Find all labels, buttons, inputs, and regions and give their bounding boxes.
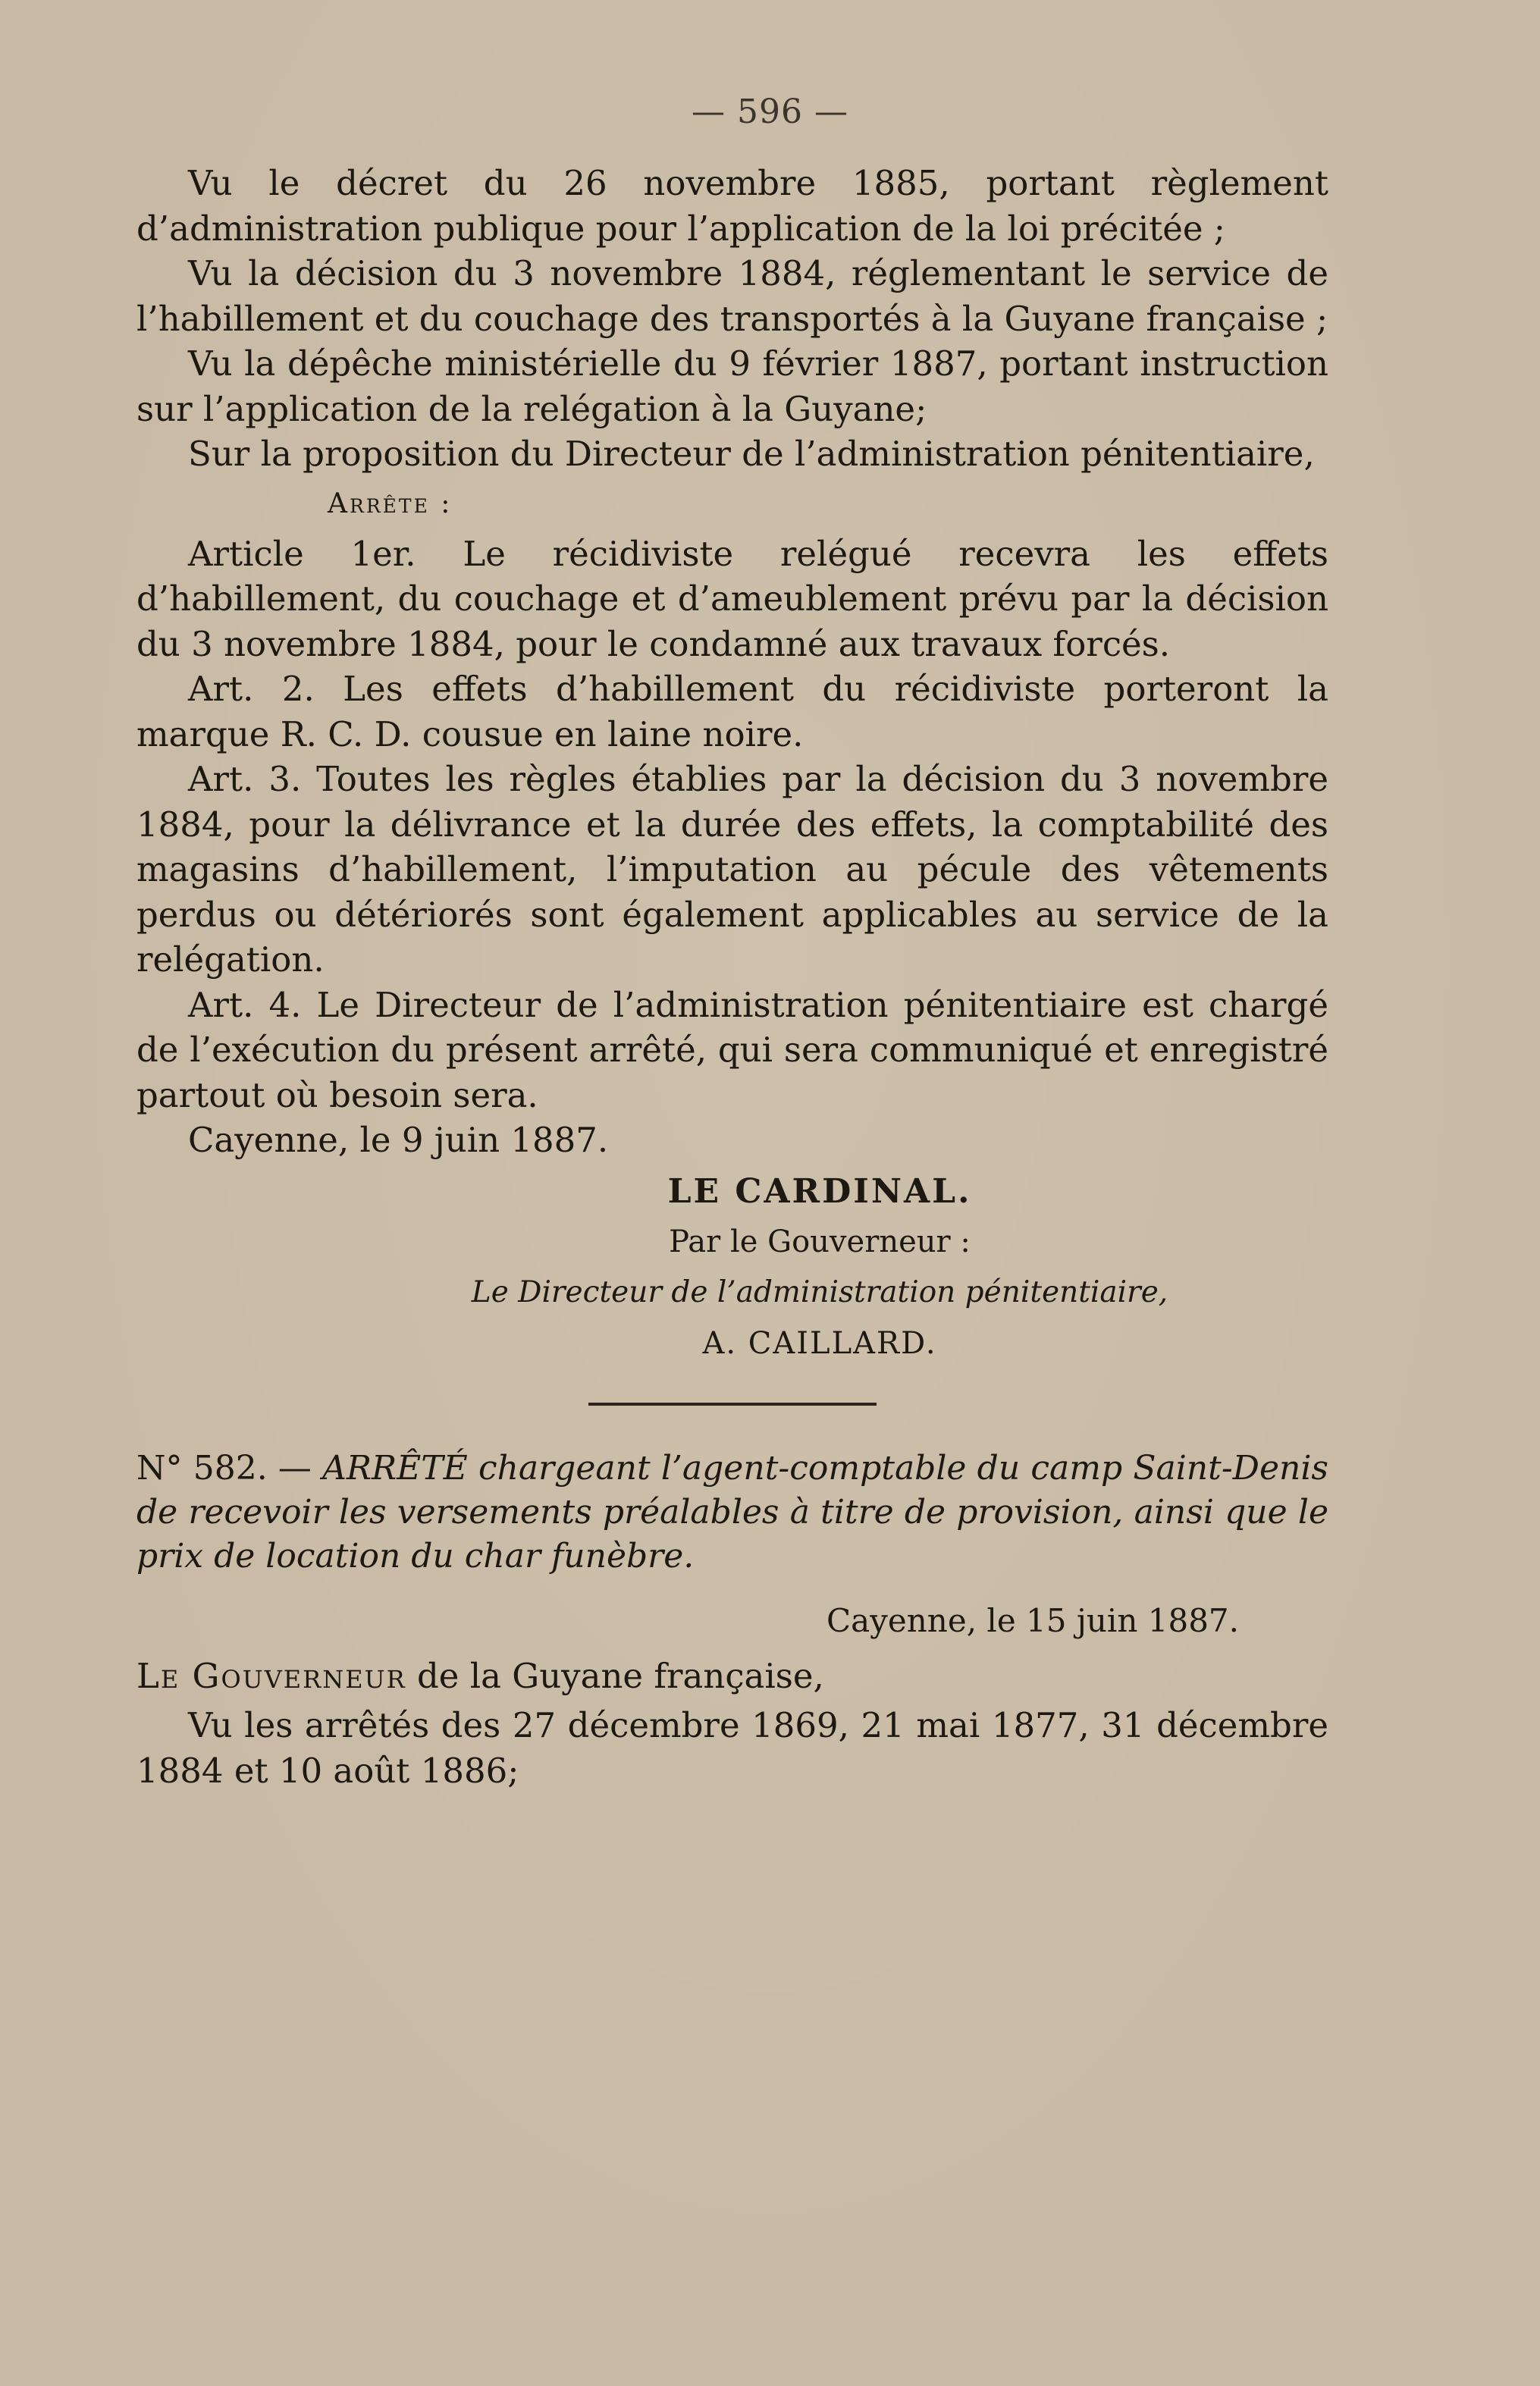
signature-director-title: Le Directeur de l’administration pénitentiaire, — [471, 1275, 1168, 1309]
body-text — [136, 161, 1328, 1794]
signature-director-name: A. CAILLARD. — [702, 1325, 937, 1361]
governor-line — [136, 1650, 1328, 1703]
considerant-depeche: Vu la dépêche ministérielle du 9 février 1887, portant instruction sur l’application de la relégation à la Guyane; — [136, 343, 1328, 429]
arrete-heading: Arrête : — [328, 488, 453, 519]
governor-prefix: Le Gouverneur — [136, 1655, 406, 1696]
page-number: — 596 — — [692, 92, 848, 131]
signature-block — [136, 1166, 1328, 1368]
article-1: Article 1er. Le récidiviste relégué recevra les effets d’habillement, du couchage et d’ameublement prévu par la décision du 3 novembre 1884, pour le condamné aux travaux forcés. — [136, 533, 1328, 664]
article-3: Art. 3. Toutes les règles établies par la décision du 3 novembre 1884, pour la délivrance et la durée des effets, la comptabilité des magasins d’habillement, l’imputation au pécule des vêtements perdus ou détériorés sont également applicables au service de la relégation. — [136, 759, 1328, 980]
governor-rest: de la Guyane française, — [406, 1655, 824, 1696]
section-divider — [588, 1403, 877, 1406]
signature-by: Par le Gouverneur : — [669, 1224, 971, 1259]
next-arrete-dateline: Cayenne, le 15 juin 1887. — [826, 1601, 1239, 1639]
signature-name: LE CARDINAL. — [667, 1171, 972, 1211]
considerant-decision: Vu la décision du 3 novembre 1884, réglementant le service de l’habillement et du couchage des transportés à la Guyane française ; — [136, 253, 1328, 339]
considerant-proposition: Sur la proposition du Directeur de l’administration pénitentiaire, — [188, 434, 1315, 474]
next-arrete-heading: ARRÊTÉ chargeant l’agent-comptable du camp Saint-Denis de recevoir les versements préalables à titre de provision, ainsi que le prix de location du char funèbre. — [136, 1448, 1328, 1576]
article-2: Art. 2. Les effets d’habillement du récidiviste porteront la marque R. C. D. cousue en laine noire. — [136, 669, 1328, 754]
next-arrete-number: N° 582. — — [136, 1448, 323, 1488]
considerant-decret: Vu le décret du 26 novembre 1885, portant règlement d’administration publique pour l’application de la loi précitée ; — [136, 163, 1328, 249]
dateline: Cayenne, le 9 juin 1887. — [188, 1120, 609, 1160]
next-arrete-vu: Vu les arrêtés des 27 décembre 1869, 21 mai 1877, 31 décembre 1884 et 10 août 1886; — [136, 1704, 1328, 1791]
next-arrete-title — [136, 1447, 1328, 1579]
article-4: Art. 4. Le Directeur de l’administration pénitentiaire est chargé de l’exécution du présent arrêté, qui sera communiqué et enregistré partout où besoin sera. — [136, 984, 1328, 1115]
